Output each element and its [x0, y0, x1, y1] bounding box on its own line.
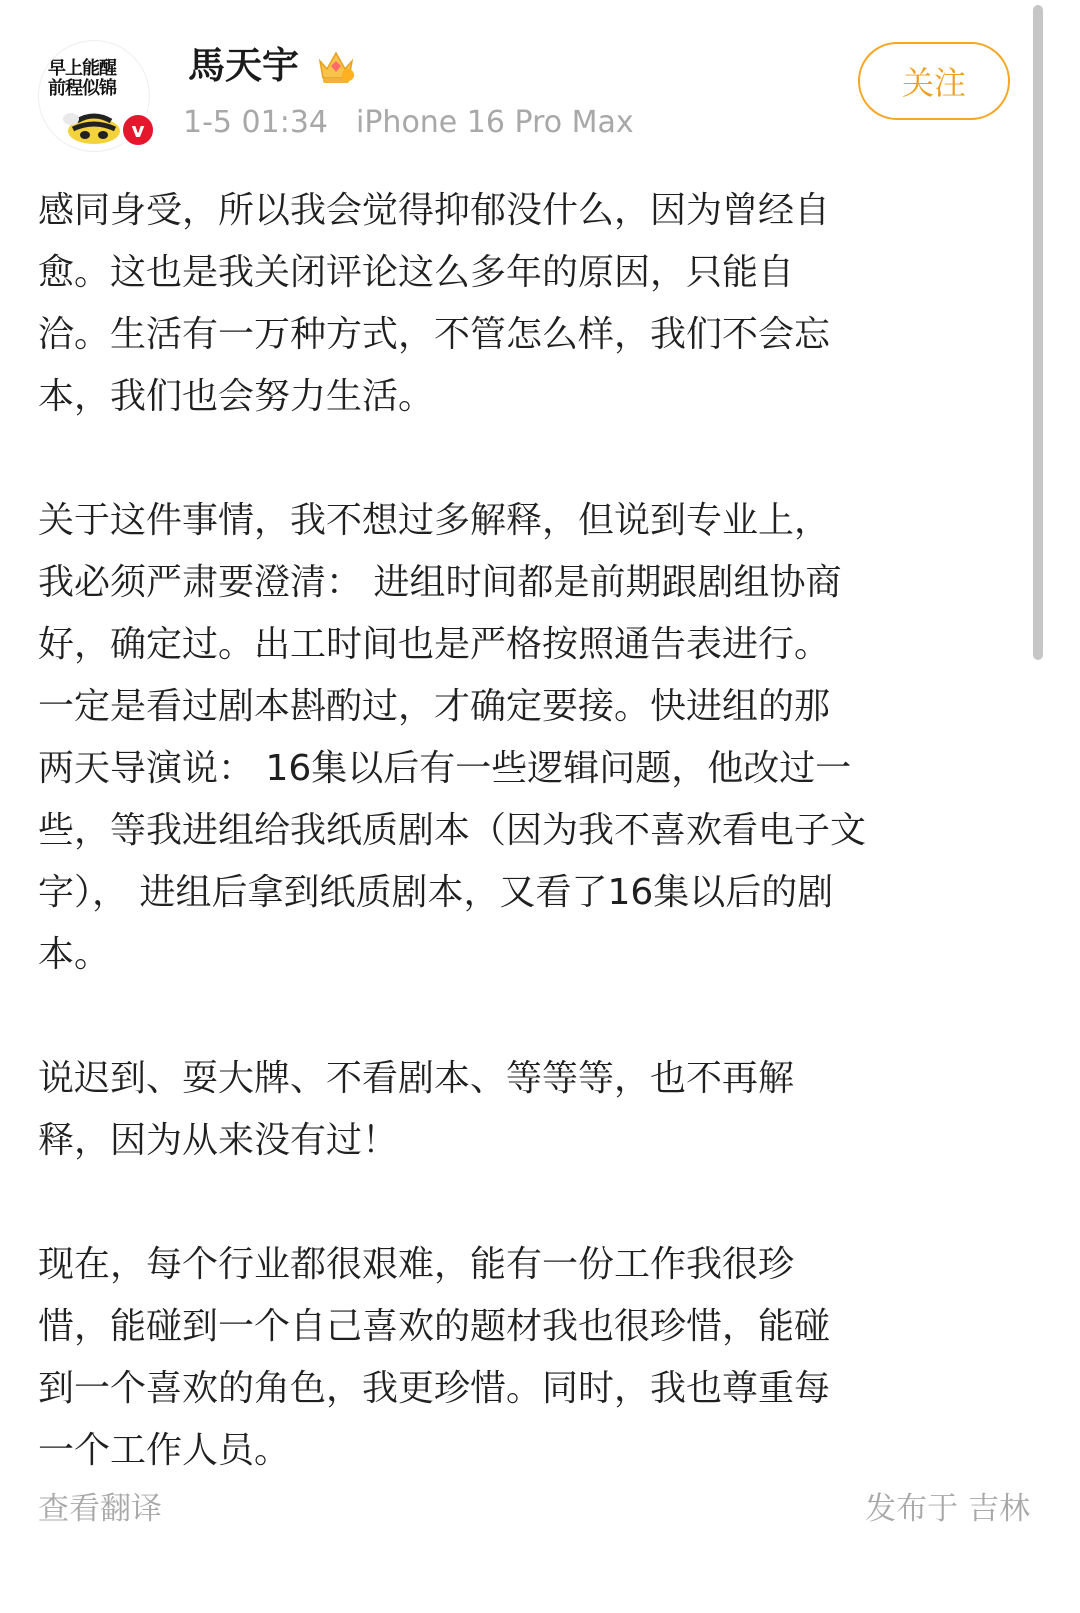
post-paragraph-1: 感同身受，所以我会觉得抑郁没什么，因为曾经自 愈。这也是我关闭评论这么多年的原因，只能自 洽。生活有一万种方式，不管怎么样，我们不会忘 本，我们也会努力生活。: [38, 190, 831, 417]
post-time: 1-5 01:34: [183, 105, 328, 140]
avatar-caption: 早上能醒 前程似锦: [48, 58, 116, 99]
user-name[interactable]: 馬天宇: [188, 44, 299, 87]
view-translation-link[interactable]: 查看翻译: [38, 1491, 162, 1527]
post-paragraph-2: 关于这件事情，我不想过多解释，但说到专业上， 我必须严肃要澄清： 进组时间都是前期跟剧组协商 好，确定过。出工时间也是严格按照通告表进行。 一定是看过剧本斟酌过，才确定要接。快进组的那 两天导演说： 16集以后有一些逻辑问题，他改过一 些，等我进组给我纸质剧本（因为我不喜欢看电子文 字）， 进组后拿到纸质剧本，又看了16集以后的剧 本。: [38, 500, 867, 975]
bee-illustration-icon: [63, 111, 125, 145]
verified-badge-icon: v: [120, 112, 156, 148]
crown-icon: [315, 45, 357, 87]
post-body: [38, 180, 1028, 1482]
post-header: [0, 0, 1080, 160]
post-paragraph-4: 现在，每个行业都很艰难，能有一份工作我很珍 惜，能碰到一个自己喜欢的题材我也很珍惜，能碰 到一个喜欢的角色，我更珍惜。同时，我也尊重每 一个工作人员。: [38, 1244, 831, 1471]
post-paragraph-3: 说迟到、耍大牌、不看剧本、等等等，也不再解 释，因为从来没有过！: [38, 1058, 795, 1161]
scrollbar[interactable]: [1033, 5, 1043, 660]
device-source: iPhone 16 Pro Max: [356, 105, 634, 140]
follow-button[interactable]: 关注: [858, 42, 1010, 120]
post-meta: [183, 104, 634, 142]
post-location: 发布于 吉林: [865, 1491, 1030, 1527]
